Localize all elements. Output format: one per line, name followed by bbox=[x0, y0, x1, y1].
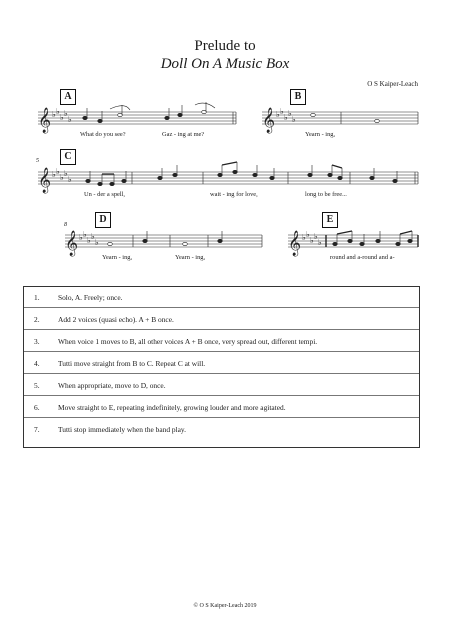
svg-text:♭: ♭ bbox=[292, 115, 296, 124]
lyric-line: Yearn - ing, bbox=[305, 131, 336, 138]
svg-text:♭: ♭ bbox=[52, 110, 56, 119]
lyric-line: What do you see? bbox=[80, 131, 126, 138]
lyric-line: Gaz - ing at me? bbox=[162, 131, 205, 138]
svg-text:♭: ♭ bbox=[68, 175, 72, 184]
lyric-line: long to be free... bbox=[305, 191, 347, 198]
instructions-box bbox=[23, 286, 420, 448]
rehearsal-mark-d: D bbox=[95, 212, 111, 228]
staff-c bbox=[38, 172, 418, 184]
copyright-footer: © O S Kaiper-Leach 2019 bbox=[193, 603, 257, 609]
instruction-item: 7. Tutti stop immediately when the band play. bbox=[34, 425, 186, 434]
rehearsal-mark-b: B bbox=[290, 89, 306, 105]
svg-text:♭: ♭ bbox=[314, 232, 318, 241]
svg-text:♭: ♭ bbox=[60, 173, 64, 182]
rehearsal-mark-c: C bbox=[60, 149, 76, 165]
treble-clef-icon: 𝄞 bbox=[38, 108, 52, 133]
svg-text:♭: ♭ bbox=[87, 236, 91, 245]
instruction-item: 2. Add 2 voices (quasi echo). A + B once. bbox=[34, 315, 174, 324]
svg-text:♭: ♭ bbox=[288, 109, 292, 118]
svg-text:♭: ♭ bbox=[280, 107, 284, 116]
lyric-line: wait - ing for love, bbox=[210, 191, 258, 198]
svg-text:♭: ♭ bbox=[60, 113, 64, 122]
composer-credit: O S Kaiper-Leach bbox=[367, 80, 418, 88]
svg-text:♭: ♭ bbox=[52, 170, 56, 179]
treble-clef-icon: 𝄞 bbox=[65, 231, 79, 256]
svg-text:♭: ♭ bbox=[284, 113, 288, 122]
treble-clef-icon: 𝄞 bbox=[288, 231, 302, 256]
instruction-item: 3. When voice 1 moves to B, all other voices A + B once, very spread out, different tempi. bbox=[34, 337, 318, 346]
rehearsal-mark-e: E bbox=[322, 212, 338, 228]
svg-text:♭: ♭ bbox=[79, 233, 83, 242]
instruction-item: 5. When appropriate, move to D, once. bbox=[34, 381, 166, 390]
lyric-line: Yearn - ing, bbox=[102, 254, 133, 261]
instruction-item: 1. Solo, A. Freely; once. bbox=[34, 293, 123, 302]
svg-text:♭: ♭ bbox=[302, 233, 306, 242]
svg-text:♭: ♭ bbox=[83, 230, 87, 239]
svg-text:♭: ♭ bbox=[56, 167, 60, 176]
svg-text:♭: ♭ bbox=[318, 238, 322, 247]
lyric-line: Un - der a spell, bbox=[84, 191, 125, 198]
page-title: Prelude to bbox=[194, 38, 256, 54]
treble-clef-icon: 𝄞 bbox=[38, 168, 52, 193]
svg-text:♭: ♭ bbox=[95, 238, 99, 247]
measure-number: 8 bbox=[64, 222, 67, 228]
svg-text:♭: ♭ bbox=[91, 232, 95, 241]
page-subtitle: Doll On A Music Box bbox=[160, 56, 290, 72]
svg-text:♭: ♭ bbox=[306, 230, 310, 239]
instruction-item: 6. Move straight to E, repeating indefinitely, growing louder and more agitated. bbox=[34, 403, 286, 412]
lyric-line: Yearn - ing, bbox=[175, 254, 206, 261]
svg-text:♭: ♭ bbox=[56, 107, 60, 116]
measure-number: 5 bbox=[36, 158, 39, 164]
treble-clef-icon: 𝄞 bbox=[262, 108, 276, 133]
svg-text:♭: ♭ bbox=[64, 169, 68, 178]
rehearsal-mark-a: A bbox=[60, 89, 76, 105]
svg-text:♭: ♭ bbox=[68, 115, 72, 124]
instruction-item: 4. Tutti move straight from B to C. Repeat C at will. bbox=[34, 359, 206, 368]
svg-text:♭: ♭ bbox=[276, 110, 280, 119]
svg-text:♭: ♭ bbox=[310, 236, 314, 245]
music-score bbox=[0, 0, 450, 290]
svg-text:♭: ♭ bbox=[64, 109, 68, 118]
lyric-line: round and a-round and a- bbox=[330, 254, 395, 261]
